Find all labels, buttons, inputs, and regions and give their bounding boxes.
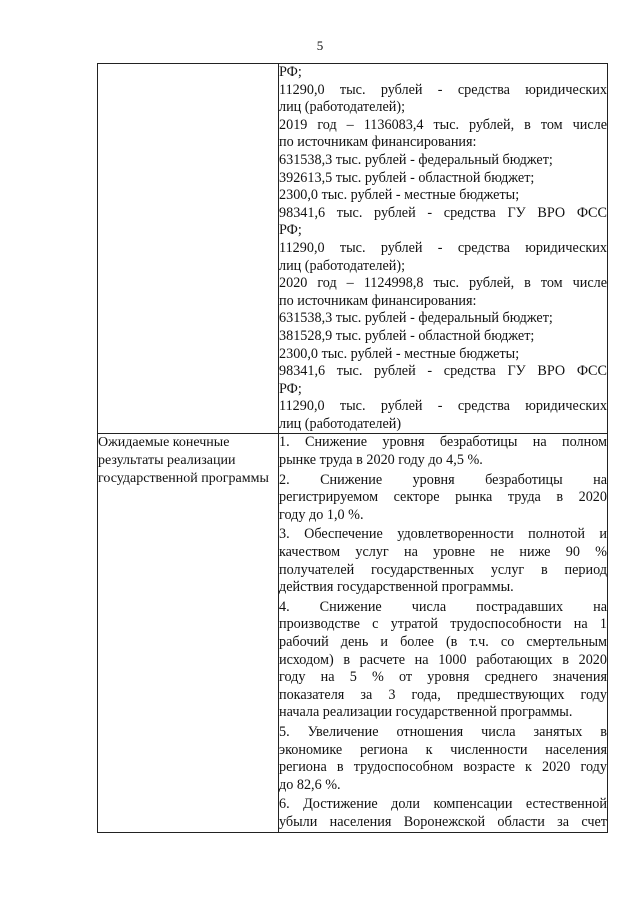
result-line: 3. Обеспечение удовлетворенности полнотой и (279, 526, 607, 543)
result-item-5 (279, 724, 607, 794)
result-line: до 82,6 %. (279, 776, 341, 793)
funding-line: 11290,0 тыс. рублей - средства юридических (279, 81, 607, 98)
funding-line: РФ; (279, 64, 302, 80)
table-row-results (98, 434, 608, 832)
funding-line: лиц (работодателей); (279, 257, 406, 274)
funding-line: 11290,0 тыс. рублей - средства юридических (279, 239, 607, 256)
funding-details (279, 64, 607, 433)
result-item-4 (279, 599, 607, 722)
result-line: 5. Увеличение отношения числа занятых в (279, 723, 607, 740)
funding-line: по источникам финансирования: (279, 134, 477, 151)
result-line: регистрируемом секторе рынка труда в 2020 (279, 489, 607, 506)
funding-label-cell (98, 64, 279, 434)
result-item-2 (279, 472, 607, 525)
result-line: региона в трудоспособном возрасте к 2020 году (279, 759, 607, 776)
result-line: качеством услуг на уровне не ниже 90 % (279, 544, 607, 561)
result-line: начала реализации государственной программы. (279, 704, 573, 721)
result-line: 4. Снижение числа пострадавших на (279, 598, 607, 615)
result-line: производстве с утратой трудоспособности на 1 (279, 616, 607, 633)
result-line: рынке труда в 2020 году до 4,5 %. (279, 452, 483, 469)
funding-line: РФ; (279, 222, 302, 239)
results-label-cell (98, 434, 279, 832)
funding-line: лиц (работодателей) (279, 415, 402, 432)
results-details (279, 434, 607, 831)
funding-line: 2020 год – 1124998,8 тыс. рублей, в том числе (279, 275, 607, 292)
results-label: Ожидаемые конечные результаты реализации государственной программы (98, 435, 269, 487)
result-line: получателей государственных услуг в период (279, 561, 607, 578)
funding-line: 2019 год – 1136083,4 тыс. рублей, в том числе (279, 116, 607, 133)
funding-line: 11290,0 тыс. рублей - средства юридических (279, 398, 607, 415)
result-line: экономике региона к численности населения (279, 741, 607, 758)
funding-line: 98341,6 тыс. рублей - средства ГУ ВРО ФСС (279, 363, 607, 380)
result-line: убыли населения Воронежской области за счет (279, 813, 607, 830)
result-item-6 (279, 796, 607, 831)
result-line: рабочий день и более (в т.ч. со смертельным (279, 634, 607, 650)
result-line: показателя за 3 года, предшествующих году (279, 686, 607, 703)
funding-line: 98341,6 тыс. рублей - средства ГУ ВРО ФСС (279, 204, 607, 221)
funding-line: 631538,3 тыс. рублей - федеральный бюджет; (279, 310, 553, 327)
page-number: 5 (316, 38, 324, 53)
funding-line: по источникам финансирования: (279, 292, 477, 309)
result-line: исходом) в расчете на 1000 работающих в 2020 (279, 651, 607, 668)
funding-line: 392613,5 тыс. рублей - областной бюджет; (279, 169, 535, 186)
funding-line: лиц (работодателей); (279, 99, 406, 116)
result-item-1 (279, 434, 607, 469)
result-line: году до 1,0 %. (279, 506, 364, 523)
result-line: 6. Достижение доли компенсации естественной (279, 796, 607, 813)
result-line: 1. Снижение уровня безработицы на полном (279, 434, 607, 451)
funding-line: 381528,9 тыс. рублей - областной бюджет; (279, 327, 535, 344)
results-details-cell (279, 434, 608, 832)
funding-details-cell (279, 64, 608, 434)
result-line: действия государственной программы. (279, 579, 514, 596)
funding-line: 631538,3 тыс. рублей - федеральный бюджет; (279, 151, 553, 168)
funding-line: РФ; (279, 380, 302, 397)
funding-line: 2300,0 тыс. рублей - местные бюджеты; (279, 187, 520, 204)
result-line: 2. Снижение уровня безработицы на (279, 471, 607, 488)
program-passport-table (97, 63, 608, 833)
funding-line: 2300,0 тыс. рублей - местные бюджеты; (279, 345, 520, 362)
result-item-3 (279, 526, 607, 596)
table-row-funding (98, 64, 608, 434)
result-line: году на 5 % от уровня среднего значения (279, 669, 607, 686)
